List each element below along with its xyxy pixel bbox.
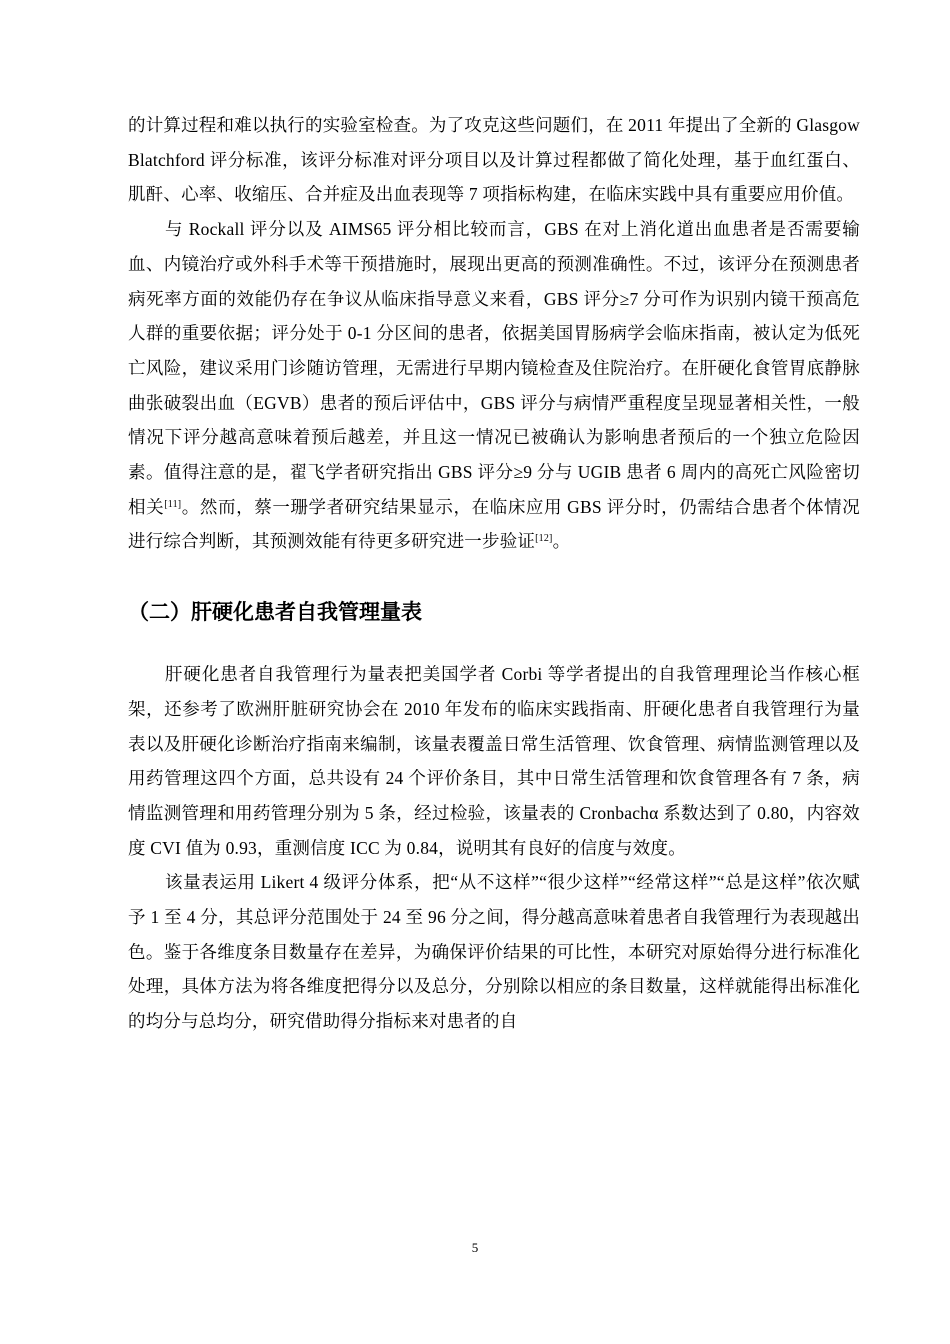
paragraph-text: 该量表运用 Likert 4 级评分体系，把“从不这样”“很少这样”“经常这样”“总是这样”依次赋予 1 至 4 分，其总评分范围处于 24 至 96 分之间，得分越高意味着患者自我管理行为表现越出色。鉴于各维度条目数量存在差异，为确保评价结果的可比性，本研究对原始得分进行标准化处理，具体方法为将各维度把得分以及总分，分别除以相应的条目数量，这样就能得出标准化的均分与总均分，研究借助得分指标来对患者的自 <box>128 872 860 1032</box>
paragraph-text: 的计算过程和难以执行的实验室检查。为了攻克这些问题们，在 2011 年提出了全新的 Glasgow Blatchford 评分标准，该评分标准对评分项目以及计算过程都做了简化处理，基于血红蛋白、肌酐、心率、收缩压、合并症及出血表现等 7 项指标构建，在临床实践中具有重要应用价值。 <box>128 115 860 205</box>
citation-reference[interactable]: [12] <box>535 533 553 545</box>
body-paragraph-scoring-method <box>128 865 860 1039</box>
citation-reference[interactable]: [11] <box>164 498 182 510</box>
paragraph-text: 与 Rockall 评分以及 AIMS65 评分相比较而言，GBS 在对上消化道出血患者是否需要输血、内镜治疗或外科手术等干预措施时，展现出更高的预测准确性。不过，该评分在预测患者病死率方面的效能仍存在争议从临床指导意义来看，GBS 评分≥7 分可作为识别内镜干预高危人群的重要依据；评分处于 0-1 分区间的患者，依据美国胃肠病学会临床指南，被认定为低死亡风险，建议采用门诊随访管理，无需进行早期内镜检查及住院治疗。在肝硬化食管胃底静脉曲张破裂出血（EGVB）患者的预后评估中，GBS 评分与病情严重程度呈现显著相关性，一般情况下评分越高意味着预后越差，并且这一情况已被确认为影响患者预后的一个独立危险因素。值得注意的是，翟飞学者研究指出 GBS 评分≥9 分与 UGIB 患者 6 周内的高死亡风险密切相关 <box>128 219 860 517</box>
body-paragraph-gbs-comparison <box>128 212 860 559</box>
paragraph-text: 肝硬化患者自我管理行为量表把美国学者 Corbi 等学者提出的自我管理理论当作核心框架，还参考了欧洲肝脏研究协会在 2010 年发布的临床实践指南、肝硬化患者自我管理行为量表以及肝硬化诊断治疗指南来编制，该量表覆盖日常生活管理、饮食管理、病情监测管理以及用药管理这四个方面，总共设有 24 个评价条目，其中日常生活管理和饮食管理各有 7 条，病情监测管理和用药管理分别为 5 条，经过检验，该量表的 Cronbachα 系数达到了 0.80，内容效度 CVI 值为 0.93，重测信度 ICC 为 0.84，说明其有良好的信度与效度。 <box>128 664 860 858</box>
body-paragraph-scale-description <box>128 657 860 865</box>
paragraph-text: 。 <box>552 531 571 552</box>
paragraph-text: 。然而，蔡一珊学者研究结果显示，在临床应用 GBS 评分时，仍需结合患者个体情况进行综合判断，其预测效能有待更多研究进一步验证 <box>128 496 860 552</box>
document-page <box>128 108 860 1039</box>
page-number: 5 <box>471 1240 479 1255</box>
body-paragraph-gbs-intro <box>128 108 860 212</box>
section-heading: （二）肝硬化患者自我管理量表 <box>128 600 422 625</box>
heading-spacer <box>128 632 860 657</box>
